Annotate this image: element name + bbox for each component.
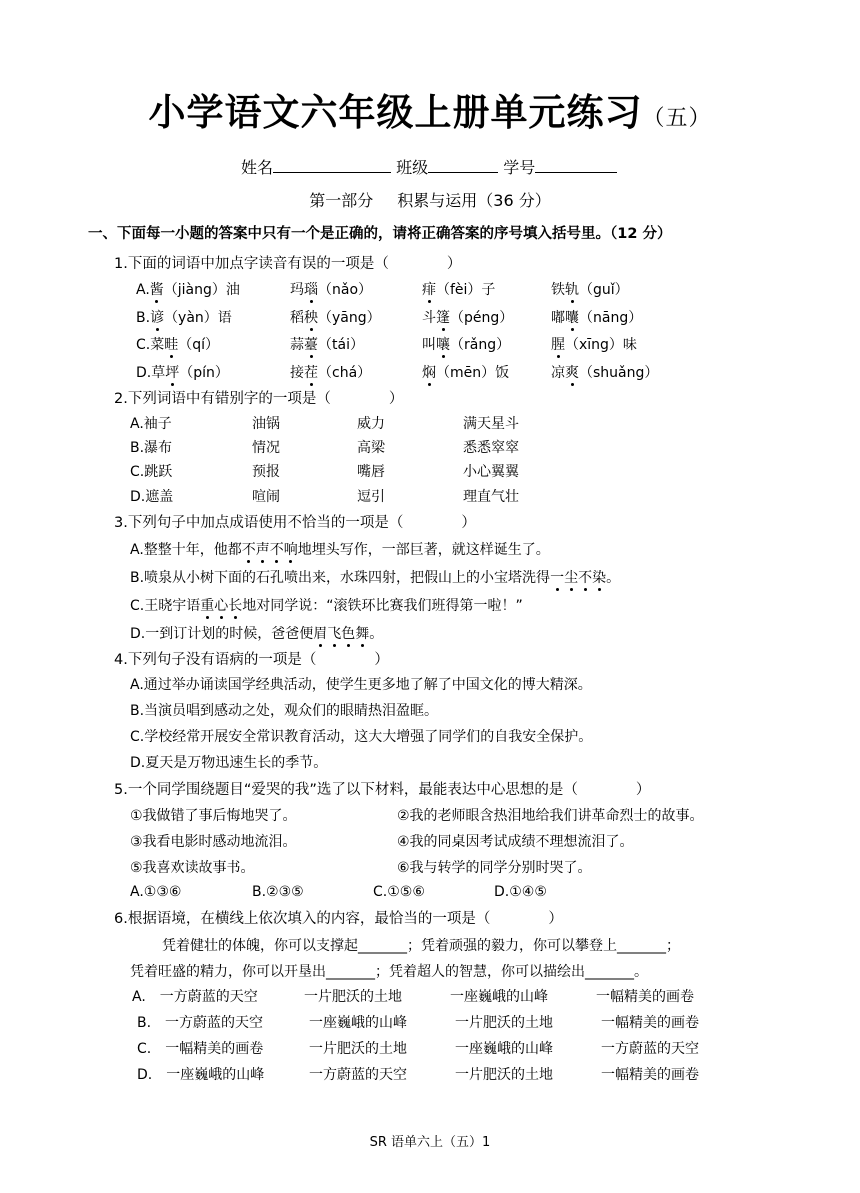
name-blank[interactable]	[273, 157, 391, 173]
q1-option-b: B.谚（yàn）语	[136, 307, 232, 327]
q6-option-b-phrase3: 一片肥沃的土地	[455, 1015, 553, 1031]
q5-option-a: A.①③⑥	[130, 884, 182, 900]
q1-option-c-word3: 叫嚷（rǎng）	[422, 334, 510, 354]
section-1-heading: 一、下面每一小题的答案中只有一个是正确的，请将正确答案的序号填入括号里。（12 分）	[88, 226, 672, 242]
q6-option-a-phrase2: 一片肥沃的土地	[304, 989, 402, 1005]
q3-option-b: B.喷泉从小树下面的石孔喷出来，水珠四射，把假山上的小宝塔洗得一尘不染。	[130, 567, 620, 587]
q2-option-d: D.遮盖	[130, 489, 174, 505]
q5-option-d: D.①④⑤	[494, 884, 547, 900]
id-blank[interactable]	[535, 157, 617, 173]
class-blank[interactable]	[428, 157, 498, 173]
q6-option-c: C. 一幅精美的画卷	[137, 1041, 264, 1057]
q6-option-b-phrase2: 一座巍峨的山峰	[309, 1015, 407, 1031]
q1-option-a-word3: 痱（fèi）子	[422, 279, 495, 299]
q6-option-a-phrase4: 一幅精美的画卷	[596, 989, 694, 1005]
question-1-stem: 1.下面的词语中加点字读音有误的一项是（ ）	[114, 256, 462, 272]
q5-option-b: B.②③⑤	[252, 884, 304, 900]
q1-option-a: A.酱（jiàng）油	[136, 279, 240, 299]
q5-material-5: ⑤我喜欢读故事书。	[130, 860, 255, 876]
q2-option-c-word2: 预报	[252, 464, 280, 480]
q1-option-d-word4: 凉爽（shuǎng）	[551, 362, 658, 382]
q6-option-c-phrase3: 一座巍峨的山峰	[455, 1041, 553, 1057]
q5-material-4: ④我的同桌因考试成绩不理想流泪了。	[397, 834, 634, 850]
question-4-stem: 4.下列句子没有语病的一项是（ ）	[114, 652, 389, 668]
class-label: 班级	[396, 158, 429, 177]
q6-option-b: B. 一方蔚蓝的天空	[137, 1015, 264, 1031]
q2-option-b-word2: 情况	[252, 440, 280, 456]
q1-option-d-word3: 焖（mēn）饭	[422, 362, 509, 382]
q2-option-d-word2: 喧闹	[252, 489, 280, 505]
q6-passage-line-2: 凭着旺盛的精力，你可以开垦出_______；凭着超人的智慧，你可以描绘出_______。	[130, 964, 648, 980]
q2-option-c: C.跳跃	[130, 464, 173, 480]
q6-option-c-phrase4: 一方蔚蓝的天空	[601, 1041, 699, 1057]
q2-option-a-word4: 满天星斗	[463, 416, 519, 432]
q2-option-b-word3: 高梁	[357, 440, 385, 456]
page-title: 小学语文六年级上册单元练习（五）	[148, 90, 712, 134]
q2-option-a: A.袖子	[130, 416, 172, 432]
q5-material-3: ③我看电影时感动地流泪。	[130, 834, 297, 850]
q2-option-d-word3: 逗引	[357, 489, 385, 505]
q4-option-d: D.夏天是万物迅速生长的季节。	[130, 755, 328, 771]
q4-option-b: B.当演员唱到感动之处，观众们的眼睛热泪盈眶。	[130, 703, 439, 719]
q3-option-a: A.整整十年，他都不声不响地埋头写作，一部巨著，就这样诞生了。	[130, 539, 550, 559]
q6-option-b-phrase4: 一幅精美的画卷	[601, 1015, 699, 1031]
q1-option-d-word2: 接茬（chá）	[290, 362, 371, 382]
q4-option-c: C.学校经常开展安全常识教育活动，这大大增强了同学们的自我安全保护。	[130, 729, 593, 745]
q4-option-a: A.通过举办诵读国学经典活动，使学生更多地了解了中国文化的博大精深。	[130, 677, 592, 693]
question-5-stem: 5.一个同学围绕题目“爱哭的我”选了以下材料，最能表达中心思想的是（ ）	[114, 782, 651, 798]
q2-option-b: B.瀑布	[130, 440, 173, 456]
q1-option-c: C.菜畦（qí）	[136, 334, 219, 354]
q6-option-d-phrase3: 一片肥沃的土地	[455, 1067, 553, 1083]
q6-option-a-phrase3: 一座巍峨的山峰	[450, 989, 548, 1005]
q1-option-b-word4: 嘟囔（nāng）	[551, 307, 642, 327]
q1-option-b-word2: 稻秧（yāng）	[290, 307, 381, 327]
q2-option-a-word3: 威力	[357, 416, 385, 432]
q6-option-d: D. 一座巍峨的山峰	[137, 1067, 265, 1083]
q3-option-c: C.王晓宇语重心长地对同学说：“滚铁环比赛我们班得第一啦！”	[130, 595, 523, 615]
q1-option-c-word4: 腥（xīng）味	[551, 334, 637, 354]
q1-option-d: D.草坪（pín）	[136, 362, 229, 382]
q1-option-a-word2: 玛瑙（nǎo）	[290, 279, 372, 299]
question-6-stem: 6.根据语境，在横线上依次填入的内容，最恰当的一项是（ ）	[114, 911, 563, 927]
q6-option-a: A. 一方蔚蓝的天空	[132, 989, 258, 1005]
q6-passage-line-1: 凭着健壮的体魄，你可以支撑起_______；凭着顽强的毅力，你可以攀登上_______；	[162, 938, 680, 954]
q2-option-d-word4: 理直气壮	[463, 489, 519, 505]
q5-material-6: ⑥我与转学的同学分别时哭了。	[397, 860, 592, 876]
page-footer: SR 语单六上（五）1	[369, 1135, 491, 1150]
q5-material-2: ②我的老师眼含热泪地给我们讲革命烈士的故事。	[397, 808, 704, 824]
q5-material-1: ①我做错了事后悔地哭了。	[130, 808, 297, 824]
student-info-line	[241, 155, 617, 178]
q2-option-b-word4: 悉悉窣窣	[463, 440, 519, 456]
q1-option-b-word3: 斗篷（péng）	[422, 307, 513, 327]
q2-option-a-word2: 油锅	[252, 416, 280, 432]
question-3-stem: 3.下列句子中加点成语使用不恰当的一项是（ ）	[114, 515, 476, 531]
question-2-stem: 2.下列词语中有错别字的一项是（ ）	[114, 391, 404, 407]
q6-option-d-phrase2: 一方蔚蓝的天空	[309, 1067, 407, 1083]
q1-option-a-word4: 铁轨（guǐ）	[551, 279, 629, 299]
name-label: 姓名	[241, 158, 274, 177]
q2-option-c-word3: 嘴唇	[357, 464, 385, 480]
q5-option-c: C.①⑤⑥	[373, 884, 425, 900]
q2-option-c-word4: 小心翼翼	[463, 464, 519, 480]
q3-option-d: D.一到订计划的时候，爸爸便眉飞色舞。	[130, 623, 383, 643]
part-heading: 第一部分 积累与运用（36 分）	[309, 191, 551, 210]
q6-option-d-phrase4: 一幅精美的画卷	[601, 1067, 699, 1083]
q6-option-c-phrase2: 一片肥沃的土地	[309, 1041, 407, 1057]
id-label: 学号	[503, 158, 536, 177]
q1-option-c-word2: 蒜薹（tái）	[290, 334, 364, 354]
